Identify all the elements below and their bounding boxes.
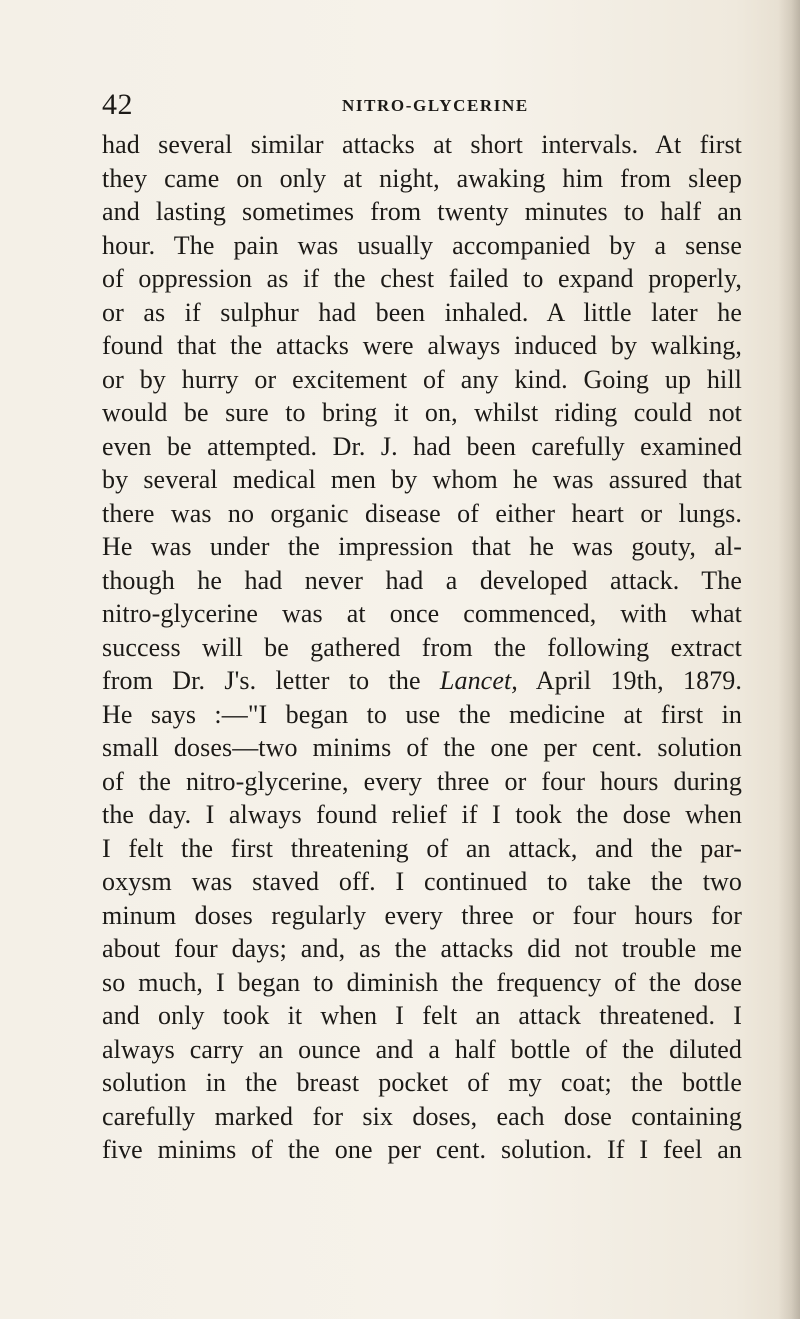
text-line: or as if sulphur had been inhaled. A little later he [102, 297, 742, 327]
text-line: always carry an ounce and a half bottle of the diluted [102, 1034, 742, 1064]
text-line: and only took it when I felt an attack threatened. I [102, 1001, 742, 1030]
text-line: of the nitro-glycerine, every three or four hours during [102, 766, 742, 796]
text-line: they came on only at night, awaking him from sleep [102, 163, 742, 193]
text-line: success will be gathered from the following extract [102, 632, 742, 662]
page-number: 42 [102, 88, 133, 121]
text-line: He was under the impression that he was gouty, al- [102, 532, 742, 561]
citation-date: April 19th, 1879. [535, 666, 742, 695]
text-line: carefully marked for six doses, each dose containing [102, 1101, 742, 1131]
text-line: by several medical men by whom he was assured that [102, 465, 742, 494]
text-line: or by hurry or excitement of any kind. Going up hill [102, 364, 742, 394]
page-header [102, 88, 742, 122]
text-line: small doses—two minims of the one per cent. solution [102, 733, 742, 762]
text-line: even be attempted. Dr. J. had been carefully examined [102, 431, 742, 461]
text-line: and lasting sometimes from twenty minutes to half an [102, 197, 742, 226]
text-line: hour. The pain was usually accompanied by a sense [102, 230, 742, 260]
text-line: He says :—"I began to use the medicine at first in [102, 699, 742, 729]
citation-lead: from Dr. J's. letter to the [102, 666, 421, 695]
text-line: of oppression as if the chest failed to expand properly, [102, 264, 742, 293]
text-line: solution in the breast pocket of my coat; the bottle [102, 1068, 742, 1097]
text-line: the day. I always found relief if I took the dose when [102, 800, 742, 829]
text-line: about four days; and, as the attacks did not trouble me [102, 934, 742, 963]
text-line: would be sure to bring it on, whilst riding could not [102, 398, 742, 427]
body-text [102, 128, 742, 1167]
text-line: minum doses regularly every three or four hours for [102, 900, 742, 930]
journal-title: Lancet, [439, 666, 518, 695]
text-line: there was no organic disease of either heart or lungs. [102, 498, 742, 528]
text-line: nitro-glycerine was at once commenced, with what [102, 599, 742, 628]
page-edge-shadow [778, 0, 800, 1319]
text-line: oxysm was staved off. I continued to take the two [102, 867, 742, 896]
text-line: found that the attacks were always induced by walking, [102, 331, 742, 360]
text-line: five minims of the one per cent. solution. If I feel an [102, 1135, 742, 1164]
text-line: I felt the first threatening of an attack, and the par- [102, 833, 742, 863]
running-head: NITRO-GLYCERINE [342, 96, 529, 115]
text-line-with-citation [102, 664, 742, 698]
text-line: though he had never had a developed attack. The [102, 565, 742, 595]
text-line: so much, I began to diminish the frequency of the dose [102, 967, 742, 997]
text-line: had several similar attacks at short intervals. At first [102, 130, 742, 159]
